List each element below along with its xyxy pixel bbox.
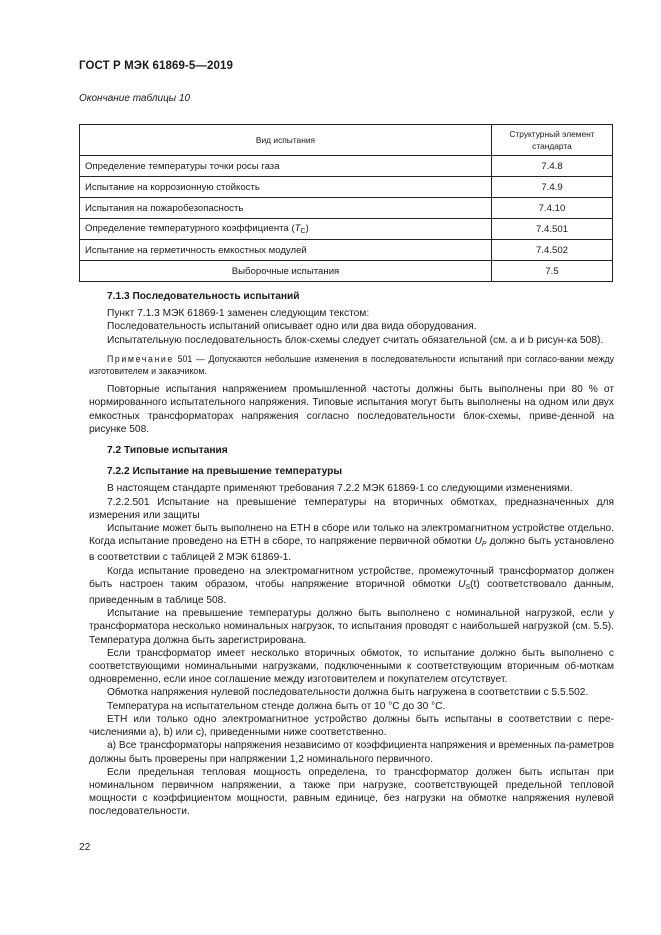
table-cell-group-name: Выборочные испытания (80, 261, 492, 282)
note-text: 501 — Допускаются небольшие изменения в последовательности испытаний при согласо-вании между изготовителем и заказчиком. (89, 353, 614, 377)
table-cell-clause: 7.4.501 (492, 219, 613, 240)
table-cell-clause: 7.4.502 (492, 240, 613, 261)
paragraph: ЕТН или только одно электромагнитное устройство должны быть испытаны в соответствии с пере-числениями a), b) или c), приведенными ниже соответственно. (89, 713, 614, 739)
paragraph: Испытательную последовательность блок-схемы следует считать обязательной (см. a и b рисун-ка 508). (107, 334, 604, 346)
paragraph: Пункт 7.1.3 МЭК 61869-1 заменен следующим текстом: (107, 308, 370, 320)
paragraph: Испытание на превышение температуры должно быть выполнено с номинальной нагрузкой, если у трансформатора несколько номинальных нагрузок, то испытания проводят с наибольшей нагрузкой (см. 5.5). Температура должна быть зарегистрирована. (89, 608, 614, 646)
paragraph (89, 522, 614, 565)
table-cell-clause: 7.5 (492, 261, 613, 282)
paragraph (89, 565, 614, 608)
paragraph-text: Когда испытание проведено на электромагнитном устройстве, промежуточный трансформатор должен быть настроен таким образом, чтобы напряжение вторичной обмотки (89, 565, 614, 590)
variable-arg: (t) (470, 578, 480, 590)
table-cell-test-name: Испытание на коррозионную стойкость (80, 177, 492, 198)
page-number: 22 (79, 842, 91, 853)
list-item-a: a) Все трансформаторы напряжения независимо от коэффициента напряжения и временных па-раметров должны быть проверены при напряжении 1,2 номинального первичного. (89, 740, 614, 765)
paragraph-text: Испытание может быть выполнено на ЕТН в сборе или только на электромагнитном устройстве отдельно. Когда испытание проведено на ЕТН в сборе, то напряжение первичной обмотки (89, 523, 614, 548)
table-row (80, 156, 613, 177)
paragraph: Обмотка напряжения нулевой последовательности должна быть нагружена в соответствии с 5.5.502. (107, 687, 589, 699)
note-label: Примечание (107, 353, 174, 364)
table-cell-clause: 7.4.9 (492, 177, 613, 198)
paragraph: Если трансформатор имеет несколько вторичных обмоток, то испытание должно быть выполнено с соответствующими номинальными нагрузками, подключенными к соответствующим вторичным об-моткам одновременно, если иное соглашение между изготовителем и покупателем отсутствует. (89, 647, 614, 686)
table-cell-test-name: Определение температуры точки росы газа (80, 156, 492, 177)
paragraph-text: соответствовало данным, приведенным в таблице 508. (89, 578, 615, 607)
test-table (79, 124, 613, 282)
subscript-S: S (465, 583, 471, 591)
paragraph: Последовательность испытаний описывает одно или два вида оборудования. (107, 321, 477, 333)
table-caption: Окончание таблицы 10 (79, 93, 191, 104)
section-heading-7-2-2: 7.2.2 Испытание на превышение температуры (107, 466, 343, 478)
paragraph-text: должно быть установлено в соответствии с таблицей 2 МЭК 61869-1. (89, 536, 614, 564)
paragraph: 7.2.2.501 Испытание на превышение температуры на вторичных обмотках, предназначенных для измерения или защиты (89, 496, 614, 521)
column-header-clause-line2: стандарта (532, 141, 572, 151)
variable-T: T (294, 223, 301, 234)
body-text (89, 290, 614, 819)
table-cell-test-name (80, 219, 492, 240)
table-row (80, 198, 613, 219)
table-row-group (80, 261, 613, 282)
table-row (80, 219, 613, 240)
variable-U: U (458, 578, 466, 590)
subscript-C: C (300, 228, 306, 235)
column-header-test-type: Вид испытания (80, 125, 492, 156)
section-heading-7-2: 7.2 Типовые испытания (107, 445, 228, 457)
table-header-row (80, 125, 613, 156)
test-name-close: ) (305, 223, 309, 234)
table-row (80, 240, 613, 261)
paragraph: Если предельная тепловая мощность определена, то трансформатор должен быть испытан при номинальном первичном напряжении, а также при нагрузке, соответствующей предельной тепловой мощности с коэффициентом мощности, равным единице, без нагрузки на обмотке напряжения нулевой последовательности. (89, 766, 614, 818)
table-cell-test-name: Испытание на герметичность емкостных модулей (80, 240, 492, 261)
variable-U: U (474, 536, 482, 548)
table-row (80, 177, 613, 198)
note (89, 353, 614, 377)
paragraph: В настоящем стандарте применяют требования 7.2.2 МЭК 61869-1 со следующими изменениями. (107, 483, 573, 495)
paragraph: Повторные испытания напряжением промышленной частоты должны быть выполнены при 80 % от нормированного испытательного напряжения. Типовые испытания могут быть выполнены на одном или двух емкостных трансформаторах напряжения согласно последовательности блок-схемы, приве-денной на рисунке 508. (89, 384, 614, 435)
table-cell-clause: 7.4.10 (492, 198, 613, 219)
table-cell-clause: 7.4.8 (492, 156, 613, 177)
paragraph: Температура на испытательном стенде должна быть от 10 °С до 30 °С. (107, 700, 446, 712)
column-header-clause (492, 125, 613, 156)
section-heading-7-1-3: 7.1.3 Последовательность испытаний (107, 291, 300, 302)
test-name-text: Определение температурного коэффициента ( (85, 223, 295, 234)
column-header-clause-line1: Структурный элемент (509, 129, 595, 139)
subscript-P: P (481, 541, 487, 549)
table-cell-test-name: Испытания на пожаробезопасность (80, 198, 492, 219)
document-header: ГОСТ Р МЭК 61869-5—2019 (79, 60, 233, 72)
